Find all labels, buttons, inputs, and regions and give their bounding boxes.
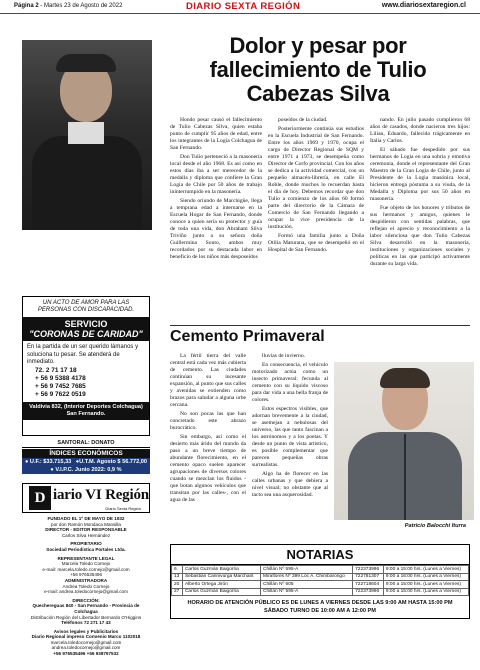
paragraph: Sin embargo, así como el desierto más árido del mundo da paso a un breve tiempo de abundante florecimiento, en el cemento opaco suelen aparecer agrupaciones de diversos colores cuando se mezclan los fluidos -que botan algunos vehículos que transitan por las calles-, con el agua de las [170, 434, 246, 503]
table-cell: 13 [172, 573, 183, 581]
column-title: Cemento Primaveral [170, 325, 470, 346]
paragraph: El sábado fue despedido por sus hermanos de Logia en una sobria y emotiva ceremonia, donde el representante del Gran Maestro de la Gran Logia de Chile, junto al Presidente de la Logia masónica local, hicieron entrega póstuma a su viuda, de la Medalla y Diploma por sus 50 años en masonería. [370, 147, 470, 202]
indices-title: ÍNDICES ECONÓMICOS [22, 449, 150, 458]
imprint-line: DIRECCIÓN: [72, 597, 100, 603]
imprint-line: Quechereguas 840 - San Fernando - Provincia de Colchagua [32, 603, 140, 614]
table-row [172, 581, 469, 589]
photo-caption: Patricio Balocchi Iturra [404, 523, 466, 529]
table-cell: 722373996 [353, 588, 384, 596]
paragraph: Fue objeto de los honores y tributos de sus hermanos y amigos, quienes le despidieron con sentidas palabras, que reflejan el aprecio y reconocimiento a la labor silenciosa que don Tulio Cabezas Silva desarrolló en la masonería, instituciones y organizaciones sociales y políticas en las que participó activamente durante su larga vida. [370, 205, 470, 267]
paragraph: nando. En julio pasado cumplieron 68 años de casados, donde nacieron tres hijos: Lilian, Eduardo, fallecido trágicamente en Italia y Carlos. [370, 117, 470, 144]
imprint-line: por don Ramón Mondaca Mansilla [51, 521, 121, 527]
article-column-1 [170, 117, 262, 263]
table-row [172, 588, 469, 596]
indices-row: ● V.I.P.C. Junio 2022: 0,9 % [22, 466, 150, 474]
paragraph: Siendo oriundo de Marchigüe, llega a temprana edad a internarse en la Escuela Hogar de San Fernando, donde conoce a quien sería su protector y guía de toda una vida, don Abraham Silva Triviño junto a su señora doña Guillermina Souto, ambos muy recordados por su destacada labor en beneficio de los niños más desposeídos [170, 198, 262, 260]
ad-body: En la partida de un ser querido lámanos y soluciona tu pesar. Se atenderá de inmediato. [27, 344, 139, 365]
author-photo [334, 362, 474, 520]
newspaper-logo: D iario VI Región Diario Sexta Región [22, 483, 150, 513]
table-cell: 9:00 a 15:00 hrs. (Lunes a Viernes) [383, 588, 468, 596]
imprint-line: e-mail: marcela.toledo.cornejo@gmail.com [42, 566, 130, 572]
paragraph: Estos espectros visibles, que adornan brevemente a la ciudad, se asemejan a nebulosas del universo, las que tanto fascinan a los astrónomos y a los poetas. Y desde un punto de vista artístico, es posible complementar que parecen pequeñas obras surrealistas. [252, 406, 328, 468]
imprint-line: +56 976535496 [69, 572, 103, 578]
column-text-2 [252, 353, 328, 501]
article-column-2 [268, 117, 364, 256]
paragraph: poseídos de la ciudad. [278, 117, 328, 123]
table-cell: Miraflores Nº 399 Loc A. Chimbarongo [261, 573, 353, 581]
imprint-box [22, 516, 150, 657]
ad-phones: 72. 2 71 17 18 + 56 9 5388 4178 + 56 9 7452 7685 + 56 9 7622 0519 [35, 366, 86, 398]
paragraph: Hondo pesar causó el fallecimiento de Tulio Cabezas Silva, quien estaba punto de cumplir 95 años de edad, entre los integrantes de la Logia Colchagua de San Fernando. [170, 117, 262, 151]
website-link[interactable]: www.diariosextaregion.cl [381, 2, 466, 9]
paragraph: En consecuencia, el vehículo motorizado actúa como un insecto primaveral: fecunda al cemento con su líquido viscoso para dar vida a una bella franja de colores. [252, 362, 328, 403]
notarias-title: NOTARIAS [171, 545, 469, 565]
imprint-line: marcela.toledocornejo@gmail.com andrea.toledocornejo@gmail.com [50, 639, 122, 651]
table-cell: Sebastián Cannivurga Marchant [182, 573, 260, 581]
table-cell: 6 [172, 566, 183, 574]
table-cell: 9:00 a 15:00 hrs. (Lunes a Viernes) [383, 581, 468, 589]
table-cell: Carlos Guzmán Baigorria [182, 566, 260, 574]
imprint-line: REPRESENTANTE LEGAL [57, 555, 115, 561]
page-date: Página 2 - Martes 23 de Agosto de 2022 [14, 3, 123, 9]
imprint-line: Avisos legales y Publicitarios [53, 628, 119, 634]
table-row [172, 566, 469, 574]
masthead: DIARIO SEXTA REGIÓN [186, 1, 301, 12]
table-cell: Alberto Ortega Jirón [182, 581, 260, 589]
table-cell: Chillán Nº 595-A [261, 588, 353, 596]
imprint-line: FUNDADO EL 1º DE MAYO DE 1932 [47, 516, 125, 521]
table-cell: 722718604 [353, 581, 384, 589]
table-cell: 9:00 a 15:00 hrs. (Lunes a Viernes) [383, 566, 468, 574]
paragraph: Don Tulio perteneció a la masonería local desde el año 1968. Es así como en estos días iba a ser merecedor de la medalla y diploma que confiere la Gran Logia de Chile por 50 años de trabajo ininterrumpido en la masonería. [170, 154, 262, 195]
table-cell: Carlos Guzmán Baigorria [182, 588, 260, 596]
notarias-table [170, 544, 470, 619]
table-cell: 27 [172, 588, 183, 596]
table-cell: Chillán Nº 595-A [261, 566, 353, 574]
article-title: Dolor y pesar por fallecimiento de Tulio Cabezas Silva [209, 33, 427, 106]
imprint-line: Carlos Silva Hernández [61, 532, 111, 538]
funeral-service-ad [22, 296, 150, 436]
paragraph: No son pocas las que han concretado este abrazo burocrático. [170, 411, 246, 431]
imprint-line: Marcela Toledo Cornejo [61, 561, 111, 567]
imprint-line: Sociedad Periodística Portales Ltda. [46, 546, 126, 552]
article-column-3 [370, 117, 470, 270]
table-cell: 722373996 [353, 566, 384, 574]
paragraph: Algo ha de florecer en las calles urbanas y que debiera a nivel visual; no obstante que al tacto sea una asquerosidad. [252, 471, 328, 498]
imprint-line: Distribución Región del Libertador Bernardo O'Higgins [30, 614, 142, 620]
imprint-line: PROPIETARIO [70, 541, 102, 547]
table-cell: 9:00 a 16:00 hrs. (Lunes a Viernes) [383, 573, 468, 581]
paragraph: Formó una familia junto a Doña Otilia Maturana, que se desempeñó en el Hospital de San Fernando. [268, 233, 364, 253]
imprint-line: Andrea Toledo Cornejo [62, 583, 110, 589]
indices-row: ● U.F.: $33.715,33 ●U.T.M. Agosto $ 56.772,00 [22, 458, 150, 466]
imprint-line: ADMINISTRADORA [64, 577, 108, 583]
notarias-hours: HORARIO DE ATENCIÓN PÚBLICO ES DE LUNES A VIERNES DESDE LAS 9:00 AM HASTA 15:00 PM SÁBADO TURNO DE 10:00 AM A 12:00 PM [187, 600, 453, 614]
paragraph: Posteriormente continúa sus estudios en la Escuela Industrial de San Fernando. Entre los años 1969 y 1970, ocupa el cargo de Director Regional de SQM y entre 1971 a 1973, se desempeña como Director de Corfo provincial. Con los años se dedica a la actividad comercial, con un pequeño almacén-librería, en calle El Roble, donde muchos lo recuerdan hasta el día de hoy. Debemos recordar que don Tulio a comienzo de los años 60 formó parte del directorio de la Cámara de Comercio de San Fernando llegando a ocupar la vice presidencia de la institución. [268, 126, 364, 230]
paragraph: La fértil tierra del valle central está cada vez más cubierta de cemento. Las ciudades continúan su incesante expansión, al punto que sus calles y avenidas se extienden como brazos para saludar a alguna urbe cercana. [170, 353, 246, 408]
page-header [0, 0, 480, 14]
economic-indices [22, 449, 150, 474]
portrait-photo [22, 40, 152, 230]
ad-lead: UN ACTO DE AMOR PARA LAS PERSONAS CON DISCAPACIDAD. [37, 300, 135, 313]
imprint-line: e-mail: andrea.toledocornejo@gmail.com [44, 589, 128, 595]
column-text-1 [170, 353, 246, 506]
table-cell: 20 [172, 581, 183, 589]
ad-address: Valdivia 832, (Interior Deportes Colchagua) San Fernando. [23, 402, 149, 420]
santoral: SANTORAL: DONATO [22, 440, 150, 448]
imprint-line: Teléfonos 72 271 17 43 [61, 620, 111, 626]
table-row [172, 573, 469, 581]
imprint-line: +56 976535496 +56 938797532 [53, 651, 119, 657]
ad-band: SERVICIO "CORONAS DE CARIDAD" [23, 317, 149, 341]
table-cell: Chillán Nº 605 [261, 581, 353, 589]
imprint-line: Diario Regional impreso Convenio Marco 1102018 [31, 634, 141, 640]
table-cell: 722781307 [353, 573, 384, 581]
paragraph: lluvias de invierno. [262, 353, 306, 359]
imprint-line: DIRECTOR - EDITOR RESPONSABLE [45, 527, 127, 533]
